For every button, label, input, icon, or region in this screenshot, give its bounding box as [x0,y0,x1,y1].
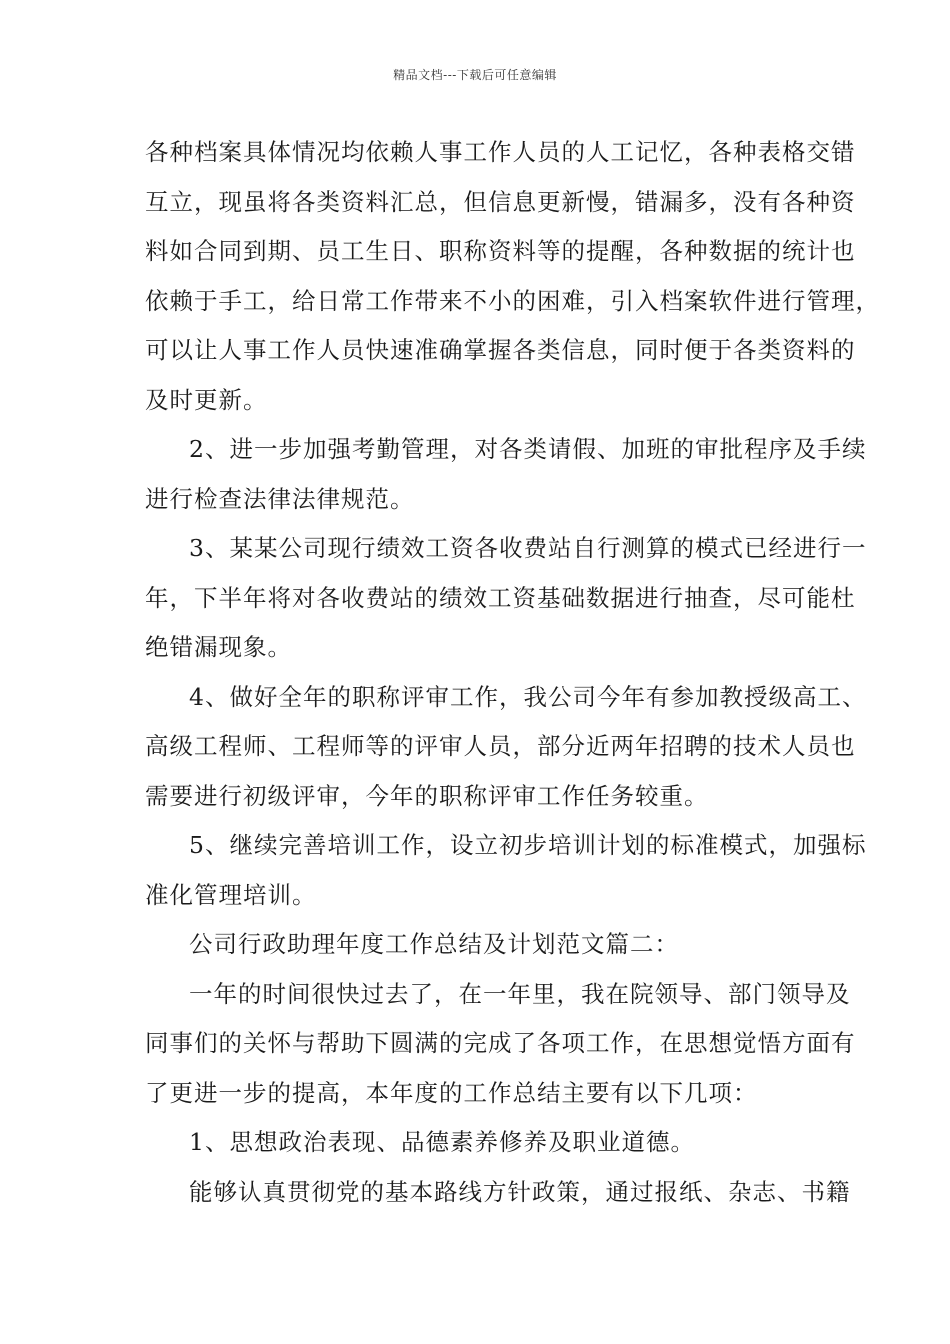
text-line: 各种档案具体情况均依赖人事工作人员的人工记忆，各种表格交错 [145,138,856,166]
text-line: 互立，现虽将各类资料汇总，但信息更新慢，错漏多，没有各种资 [145,187,856,216]
text-line: 依赖于手工，给日常工作带来不小的困难，引入档案软件进行管理， [145,286,880,315]
text-line: 年，下半年将对各收费站的绩效工资基础数据进行抽查，尽可能杜 [145,583,856,612]
text-line: 能够认真贯彻党的基本路线方针政策，通过报纸、杂志、书籍 [189,1177,851,1206]
text-line: 一年的时间很快过去了，在一年里，我在院领导、部门领导及 [189,979,851,1008]
text-line: 进行检查法律法律规范。 [145,484,415,513]
text-line: 4、做好全年的职称评审工作，我公司今年有参加教授级高工、 [189,682,867,711]
page-header: 精品文档---下载后可任意编辑 [393,68,557,82]
text-line: 可以让人事工作人员快速准确掌握各类信息，同时便于各类资料的 [145,336,856,364]
text-line: 及时更新。 [145,385,268,414]
text-line: 2、进一步加强考勤管理，对各类请假、加班的审批程序及手续 [189,435,867,463]
document-body [145,128,880,1217]
text-line: 3、某某公司现行绩效工资各收费站自行测算的模式已经进行一 [189,534,867,562]
text-line: 准化管理培训。 [145,880,317,909]
text-line: 5、继续完善培训工作，设立初步培训计划的标准模式，加强标 [189,831,867,859]
text-line: 同事们的关怀与帮助下圆满的完成了各项工作，在思想觉悟方面有 [145,1029,856,1057]
text-line: 了更进一步的提高，本年度的工作总结主要有以下几项： [145,1078,758,1107]
text-line: 绝错漏现象。 [145,633,292,661]
text-line: 公司行政助理年度工作总结及计划范文篇二： [189,930,679,958]
text-line: 料如合同到期、员工生日、职称资料等的提醒，各种数据的统计也 [145,237,856,265]
text-line: 需要进行初级评审，今年的职称评审工作任务较重。 [145,781,709,810]
text-line: 1、思想政治表现、品德素养修养及职业道德。 [189,1128,695,1156]
text-line: 高级工程师、工程师等的评审人员，部分近两年招聘的技术人员也 [145,732,856,760]
